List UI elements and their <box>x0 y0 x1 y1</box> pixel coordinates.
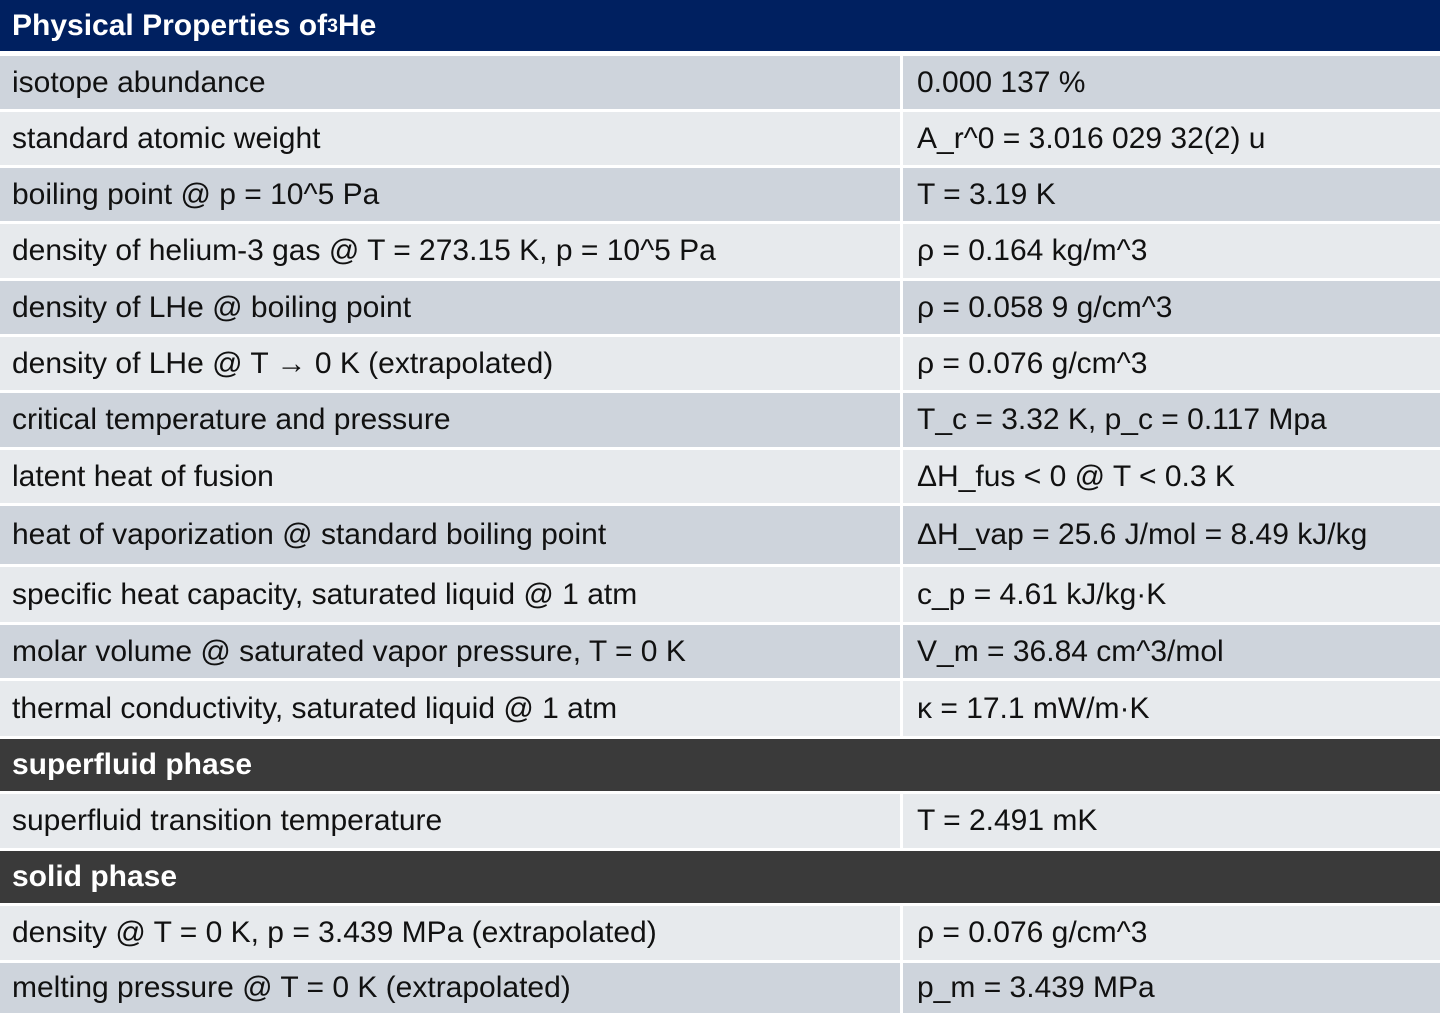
table-row <box>0 567 1440 622</box>
property-label: density @ T = 0 K, p = 3.439 MPa (extrapolated) <box>0 906 900 960</box>
property-value: T_c = 3.32 K, p_c = 0.117 Mpa <box>903 393 1440 447</box>
table-row <box>0 337 1440 390</box>
property-value: 0.000 137 % <box>903 56 1440 109</box>
section-header-solid <box>0 851 1440 903</box>
property-value: ΔH_fus < 0 @ T < 0.3 K <box>903 450 1440 503</box>
table-row <box>0 393 1440 447</box>
table-row <box>0 963 1440 1013</box>
table-row <box>0 281 1440 334</box>
property-value: A_r^0 = 3.016 029 32(2) u <box>903 112 1440 165</box>
section-header-superfluid <box>0 739 1440 791</box>
table-title <box>0 0 1440 51</box>
property-label: superfluid transition temperature <box>0 794 900 848</box>
section-title: superfluid phase <box>12 748 253 781</box>
property-label: latent heat of fusion <box>0 450 900 503</box>
property-label: isotope abundance <box>0 56 900 109</box>
property-value: c_p = 4.61 kJ/kg·K <box>903 567 1440 622</box>
property-label: density of LHe @ T → 0 K (extrapolated) <box>0 337 900 390</box>
property-value: V_m = 36.84 cm^3/mol <box>903 625 1440 678</box>
table-row <box>0 506 1440 564</box>
property-value: T = 2.491 mK <box>903 794 1440 848</box>
property-label: specific heat capacity, saturated liquid @ 1 atm <box>0 567 900 622</box>
table-row <box>0 56 1440 109</box>
table-title-text: Physical Properties of 3 He <box>12 8 377 42</box>
property-label: critical temperature and pressure <box>0 393 900 447</box>
table-row <box>0 168 1440 221</box>
table-row <box>0 794 1440 848</box>
table-row <box>0 450 1440 503</box>
property-value: ΔH_vap = 25.6 J/mol = 8.49 kJ/kg <box>903 506 1440 564</box>
property-value: κ = 17.1 mW/m·K <box>903 681 1440 736</box>
property-label: molar volume @ saturated vapor pressure, T = 0 K <box>0 625 900 678</box>
property-label: standard atomic weight <box>0 112 900 165</box>
property-label: density of LHe @ boiling point <box>0 281 900 334</box>
property-label: boiling point @ p = 10^5 Pa <box>0 168 900 221</box>
property-label: density of helium-3 gas @ T = 273.15 K, p = 10^5 Pa <box>0 224 900 278</box>
table-row <box>0 681 1440 736</box>
property-label: heat of vaporization @ standard boiling point <box>0 506 900 564</box>
property-value: ρ = 0.076 g/cm^3 <box>903 906 1440 960</box>
property-value: ρ = 0.164 kg/m^3 <box>903 224 1440 278</box>
property-value: T = 3.19 K <box>903 168 1440 221</box>
table-row <box>0 625 1440 678</box>
table-row <box>0 906 1440 960</box>
table-row <box>0 112 1440 165</box>
property-label: thermal conductivity, saturated liquid @ 1 atm <box>0 681 900 736</box>
property-label: melting pressure @ T = 0 K (extrapolated) <box>0 963 900 1013</box>
table-row <box>0 224 1440 278</box>
property-value: ρ = 0.058 9 g/cm^3 <box>903 281 1440 334</box>
property-value: ρ = 0.076 g/cm^3 <box>903 337 1440 390</box>
property-value: p_m = 3.439 MPa <box>903 963 1440 1013</box>
section-title: solid phase <box>12 860 178 893</box>
